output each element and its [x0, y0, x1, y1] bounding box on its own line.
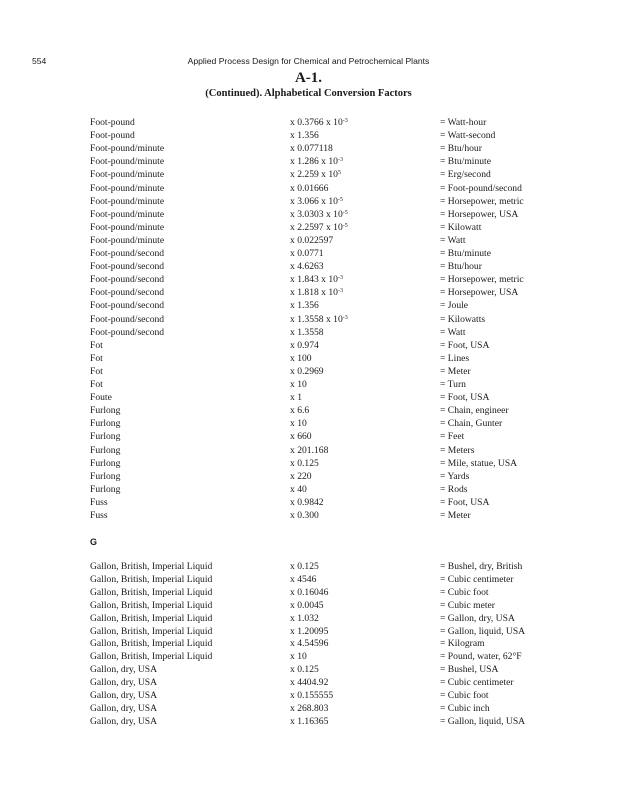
- factor-value: x 3.066 x 10: [290, 195, 338, 207]
- from-unit: Furlong: [90, 444, 121, 456]
- factor-value: x 0.0045: [290, 599, 324, 611]
- to-unit: = Gallon, dry, USA: [440, 612, 515, 624]
- factor: [290, 637, 328, 650]
- to-unit: = Joule: [440, 300, 469, 312]
- factor: [290, 326, 324, 339]
- table-row: [0, 573, 617, 586]
- to-unit: = Horsepower, USA: [440, 208, 519, 220]
- factor: [290, 509, 319, 522]
- from-unit: Gallon, dry, USA: [90, 677, 158, 689]
- from-unit: Foot-pound/second: [90, 261, 165, 273]
- table-row: [0, 586, 617, 599]
- to-unit: = Lines: [440, 352, 470, 364]
- from-unit: Foot-pound/second: [90, 287, 165, 299]
- factor-value: x 4546: [290, 573, 317, 585]
- to-unit: = Watt-second: [440, 130, 496, 142]
- factor-value: x 1.818 x 10: [290, 287, 338, 299]
- factor-value: x 1.16365: [290, 715, 329, 727]
- factor: [290, 129, 319, 142]
- from-unit: Gallon, British, Imperial Liquid: [90, 612, 213, 624]
- table-row: [0, 457, 617, 470]
- from-unit: Foot-pound: [90, 117, 135, 128]
- table-row: [0, 221, 617, 234]
- table-row: [0, 483, 617, 496]
- table-title: (Continued). Alphabetical Conversion Factors: [205, 88, 412, 99]
- factor: [290, 663, 319, 676]
- from-unit: Fot: [90, 339, 103, 351]
- from-unit: Foot-pound: [90, 130, 135, 142]
- factor-value: x 220: [290, 470, 312, 482]
- to-unit: = Cubic foot: [440, 690, 489, 701]
- from-unit: Gallon, British, Imperial Liquid: [90, 586, 213, 598]
- table-id: A-1.: [294, 70, 323, 86]
- table-row: [0, 247, 617, 260]
- factor: [290, 168, 341, 181]
- table-row: [0, 612, 617, 625]
- from-unit: Foot-pound/second: [90, 248, 165, 259]
- to-unit: = Cubic centimeter: [440, 573, 514, 585]
- factor-exponent: -3: [342, 118, 348, 124]
- factor-value: x 0.125: [290, 457, 319, 469]
- page-header: [0, 56, 617, 68]
- factor-value: x 1.356: [290, 300, 319, 312]
- table-row: [0, 676, 617, 689]
- from-unit: Foot-pound/second: [90, 313, 165, 325]
- table-row: [0, 129, 617, 142]
- from-unit: Gallon, British, Imperial Liquid: [90, 638, 213, 650]
- from-unit: Fot: [90, 352, 103, 364]
- from-unit: Foot-pound/minute: [90, 234, 165, 246]
- from-unit: Furlong: [90, 483, 121, 495]
- factor-value: x 1.356: [290, 130, 319, 142]
- running-title: Applied Process Design for Chemical and Petrochemical Plants: [187, 56, 430, 66]
- table-row: [0, 509, 617, 522]
- factor: [290, 560, 319, 573]
- to-unit: = Cubic centimeter: [440, 677, 514, 689]
- factor-value: x 0.01666: [290, 182, 329, 194]
- table-row: [0, 404, 617, 417]
- factor: [290, 702, 328, 715]
- factor-value: x 4.6263: [290, 261, 324, 273]
- to-unit: = Gallon, liquid, USA: [440, 625, 526, 637]
- factor-exponent: -3: [337, 157, 343, 164]
- table-row: [0, 299, 617, 312]
- factor-exponent: -3: [337, 288, 343, 295]
- factor: [290, 142, 333, 155]
- factor: [290, 676, 328, 689]
- table-row: [0, 417, 617, 430]
- to-unit: = Chain, Gunter: [440, 418, 503, 430]
- factor: [290, 689, 333, 702]
- table-row: [0, 116, 617, 129]
- factor: [290, 286, 343, 299]
- factor: [290, 715, 328, 728]
- from-unit: Fuss: [90, 510, 108, 521]
- table-row: [0, 444, 617, 457]
- factor-value: x 201.168: [290, 444, 329, 456]
- factor: [290, 155, 343, 168]
- table-row: [0, 702, 617, 715]
- from-unit: Furlong: [90, 405, 121, 417]
- from-unit: Furlong: [90, 418, 121, 430]
- factor-value: x 2.259 x 10: [290, 169, 338, 181]
- to-unit: = Meters: [440, 444, 475, 456]
- to-unit: = Meter: [440, 365, 471, 377]
- factor-value: x 40: [290, 483, 307, 495]
- factor: [290, 404, 309, 417]
- table-row: [0, 142, 617, 155]
- table-row: [0, 365, 617, 378]
- table-row: [0, 155, 617, 168]
- factor-value: x 660: [290, 431, 312, 443]
- to-unit: = Bushel, USA: [440, 664, 499, 676]
- factor: [290, 182, 328, 195]
- table-row: [0, 182, 617, 195]
- from-unit: Gallon, dry, USA: [90, 690, 158, 701]
- to-unit: = Cubic meter: [440, 599, 495, 611]
- factor-value: x 0.125: [290, 664, 319, 676]
- table-row: [0, 339, 617, 352]
- factor-value: x 1.3558 x 10: [290, 313, 343, 325]
- to-unit: = Cubic inch: [440, 702, 490, 714]
- factor-value: x 0.9842: [290, 496, 324, 508]
- table-row: [0, 430, 617, 443]
- factor: [290, 234, 333, 247]
- to-unit: = Foot, USA: [440, 496, 490, 508]
- factor: [290, 378, 307, 391]
- factor: [290, 260, 324, 273]
- table-row: [0, 663, 617, 676]
- to-unit: = Watt: [440, 326, 466, 338]
- to-unit: = Horsepower, metric: [440, 274, 524, 286]
- from-unit: Gallon, British, Imperial Liquid: [90, 561, 213, 572]
- factor: [290, 208, 348, 221]
- factor-exponent: -3: [337, 275, 343, 282]
- factor-value: x 1: [290, 392, 302, 404]
- factor: [290, 391, 302, 404]
- factor-value: x 0.125: [290, 561, 319, 572]
- to-unit: = Btu/hour: [440, 261, 482, 273]
- factor-value: x 0.0771: [290, 248, 324, 259]
- factor: [290, 573, 316, 586]
- from-unit: Foot-pound/minute: [90, 221, 165, 233]
- to-unit: = Feet: [440, 431, 465, 443]
- factor: [290, 417, 307, 430]
- factor: [290, 116, 348, 129]
- factor-value: x 268.803: [290, 702, 329, 714]
- from-unit: Gallon, British, Imperial Liquid: [90, 625, 213, 637]
- from-unit: Foot-pound/second: [90, 300, 165, 312]
- factor: [290, 444, 328, 457]
- to-unit: = Cubic foot: [440, 586, 489, 598]
- to-unit: = Rods: [440, 483, 468, 495]
- to-unit: = Kilowatt: [440, 221, 482, 233]
- to-unit: = Horsepower, metric: [440, 195, 524, 207]
- table-row: [0, 637, 617, 650]
- table-row: [0, 286, 617, 299]
- to-unit: = Kilowatts: [440, 313, 486, 325]
- factor: [290, 221, 348, 234]
- table-row: [0, 625, 617, 638]
- table-row: [0, 273, 617, 286]
- table-row: [0, 715, 617, 728]
- from-unit: Gallon, British, Imperial Liquid: [90, 651, 213, 663]
- factor-value: x 10: [290, 651, 307, 663]
- table-row: [0, 260, 617, 273]
- from-unit: Furlong: [90, 431, 121, 443]
- factor: [290, 483, 307, 496]
- table-row: [0, 195, 617, 208]
- to-unit: = Btu/minute: [440, 248, 491, 259]
- factor-value: x 100: [290, 352, 312, 364]
- factor: [290, 247, 324, 260]
- factor: [290, 496, 324, 509]
- factor-value: x 0.077118: [290, 143, 333, 155]
- factor-value: x 1.843 x 10: [290, 274, 338, 286]
- to-unit: = Foot-pound/second: [440, 182, 522, 194]
- factor-value: x 2.2597 x 10: [290, 221, 343, 233]
- factor: [290, 430, 312, 443]
- from-unit: Gallon, dry, USA: [90, 664, 158, 676]
- table-row: [0, 391, 617, 404]
- factor-value: x 0.300: [290, 510, 319, 521]
- from-unit: Fuss: [90, 496, 108, 508]
- factor: [290, 352, 312, 365]
- to-unit: = Gallon, liquid, USA: [440, 715, 526, 727]
- page-number: 554: [32, 56, 47, 66]
- factor: [290, 273, 343, 286]
- from-unit: Foot-pound/minute: [90, 143, 165, 155]
- factor: [290, 457, 319, 470]
- factor-value: x 3.0303 x 10: [290, 208, 343, 220]
- factor-value: x 10: [290, 379, 307, 390]
- to-unit: = Horsepower, USA: [440, 287, 519, 299]
- factor-value: x 6.6: [290, 405, 310, 417]
- factor: [290, 650, 307, 663]
- from-unit: Foot-pound/minute: [90, 182, 165, 194]
- factor-value: x 1.3558: [290, 326, 324, 338]
- factor: [290, 313, 348, 326]
- factor-exponent: -5: [342, 222, 348, 229]
- from-unit: Foot-pound/minute: [90, 195, 165, 207]
- factor-value: x 0.2969: [290, 365, 324, 377]
- factor: [290, 299, 319, 312]
- to-unit: = Meter: [440, 510, 471, 521]
- to-unit: = Watt-hour: [440, 117, 487, 128]
- factor-value: x 4.54596: [290, 638, 329, 650]
- to-unit: = Foot, USA: [440, 339, 490, 351]
- factor-value: x 0.155555: [290, 690, 334, 701]
- factor-exponent: -5: [342, 209, 348, 216]
- from-unit: Foot-pound/minute: [90, 208, 165, 220]
- to-unit: = Watt: [440, 234, 466, 246]
- factor: [290, 612, 319, 625]
- section-letter-g: G: [90, 537, 98, 547]
- factor-exponent: -3: [342, 314, 348, 321]
- from-unit: Furlong: [90, 470, 121, 482]
- to-unit: = Turn: [440, 379, 466, 390]
- table-row: [0, 560, 617, 573]
- from-unit: Foot-pound/minute: [90, 169, 165, 181]
- factor: [290, 470, 312, 483]
- factor: [290, 586, 328, 599]
- table-row: [0, 352, 617, 365]
- to-unit: = Kilogram: [440, 638, 485, 650]
- to-unit: = Btu/minute: [440, 156, 491, 168]
- factor-exponent: -5: [337, 196, 343, 203]
- factor-exponent: 5: [337, 170, 341, 177]
- table-row: [0, 689, 617, 702]
- to-unit: = Bushel, dry, British: [440, 561, 523, 572]
- factor-value: x 1.032: [290, 612, 319, 624]
- from-unit: Furlong: [90, 457, 121, 469]
- factor-value: x 4404.92: [290, 677, 329, 689]
- factor-value: x 1.286 x 10: [290, 156, 338, 168]
- table-row: [0, 650, 617, 663]
- table-row: [0, 168, 617, 181]
- table-row: [0, 326, 617, 339]
- from-unit: Fot: [90, 379, 103, 390]
- to-unit: = Foot, USA: [440, 392, 490, 404]
- from-unit: Foot-pound/second: [90, 274, 165, 286]
- factor-value: x 0.022597: [290, 234, 334, 246]
- from-unit: Gallon, British, Imperial Liquid: [90, 573, 213, 585]
- from-unit: Fot: [90, 365, 103, 377]
- from-unit: Gallon, dry, USA: [90, 702, 158, 714]
- factor: [290, 625, 328, 638]
- factor-value: x 10: [290, 418, 307, 430]
- table-row: [0, 599, 617, 612]
- factor: [290, 365, 324, 378]
- to-unit: = Btu/hour: [440, 143, 482, 155]
- to-unit: = Yards: [440, 470, 470, 482]
- from-unit: Foute: [90, 392, 112, 404]
- to-unit: = Pound, water, 62°F: [440, 651, 522, 663]
- table-row: [0, 470, 617, 483]
- factor-value: x 0.16046: [290, 586, 329, 598]
- factor-value: x 0.3766 x 10: [290, 117, 343, 128]
- table-row: [0, 496, 617, 509]
- factor: [290, 599, 324, 612]
- factor-value: x 0.974: [290, 339, 319, 351]
- from-unit: Gallon, dry, USA: [90, 715, 158, 727]
- table-row: [0, 208, 617, 221]
- from-unit: Foot-pound/second: [90, 326, 165, 338]
- table-row: [0, 234, 617, 247]
- factor: [290, 195, 343, 208]
- to-unit: = Erg/second: [440, 169, 491, 181]
- table-row: [0, 313, 617, 326]
- from-unit: Gallon, British, Imperial Liquid: [90, 599, 213, 611]
- factor-value: x 1.20095: [290, 625, 329, 637]
- to-unit: = Chain, engineer: [440, 405, 509, 417]
- to-unit: = Mile, statue, USA: [440, 457, 518, 469]
- factor: [290, 339, 319, 352]
- from-unit: Foot-pound/minute: [90, 156, 165, 168]
- table-row: [0, 378, 617, 391]
